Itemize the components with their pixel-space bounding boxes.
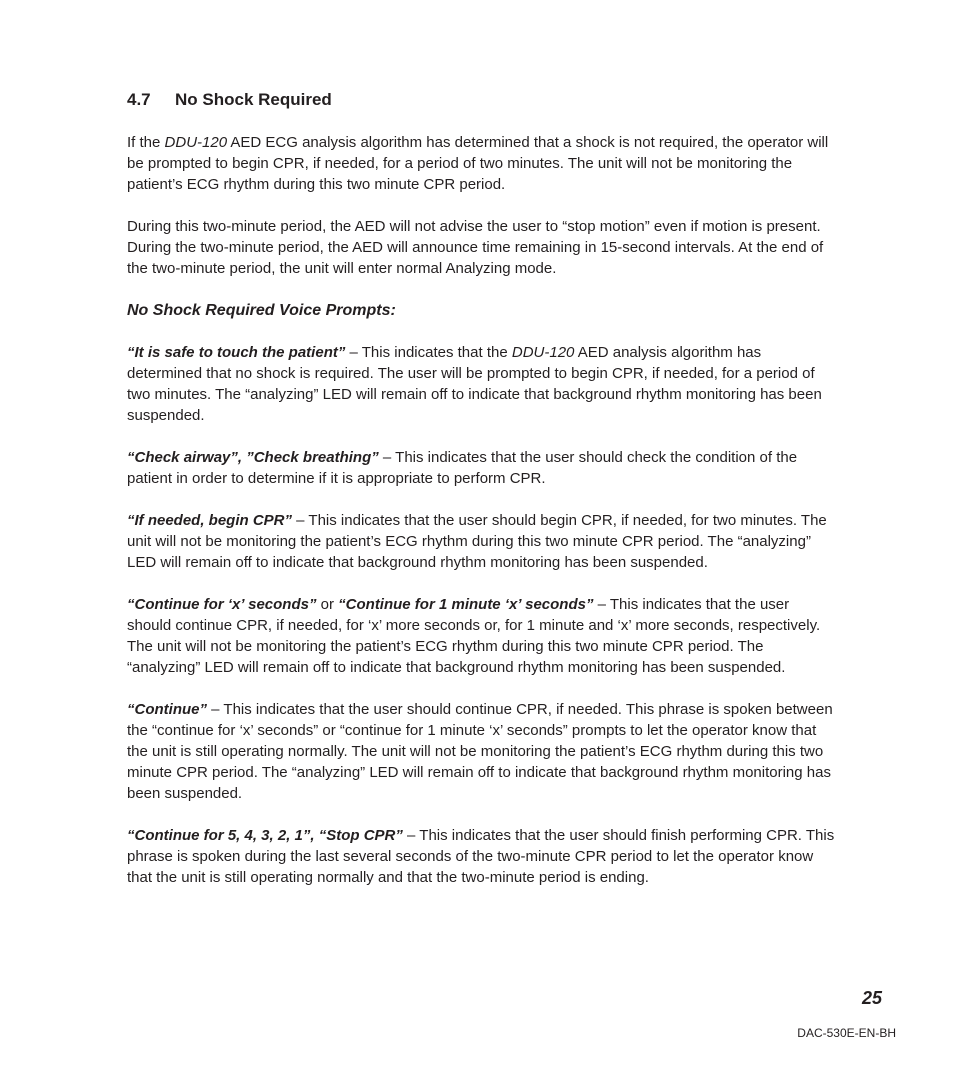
prompt-countdown-stop-cpr [127, 825, 837, 888]
text-run: – This indicates that the [345, 344, 512, 361]
intro-paragraph-1 [127, 132, 837, 195]
section-heading [127, 88, 837, 112]
text-run: AED ECG analysis algorithm has determined that a shock is not required, the operator will be prompted to begin CPR, if needed, for a period of two minutes. The unit will not be monitoring the patient’s ECG rhythm during this two minute CPR period. [127, 134, 829, 193]
prompt-safe-to-touch [127, 342, 837, 426]
section-number: 4.7 [127, 90, 151, 109]
text-run: If the [127, 134, 165, 151]
voice-prompt: “Check airway”, ”Check breathing” [127, 449, 379, 466]
text-run: or [316, 596, 339, 613]
document-body [127, 88, 837, 909]
section-title: No Shock Required [175, 90, 332, 109]
text-run: AED analysis algorithm has determined that no shock is required. The user will be prompted to begin CPR, if needed, for a period of two minutes. The “analyzing” LED will remain off to indicate that background rhythm monitoring has been suspended. [127, 344, 822, 424]
prompt-begin-cpr [127, 510, 837, 573]
text-run: – This indicates that the user should check the condition of the patient in order to determine if it is appropriate to perform CPR. [127, 449, 798, 487]
model-name: DDU-120 [511, 344, 575, 361]
text-run: – This indicates that the user should continue CPR, if needed. This phrase is spoken between the “continue for ‘x’ seconds” or “continue for 1 minute ‘x’ seconds” prompts to let the operator know that the unit is still operating normally. The unit will not be monitoring the patient’s ECG rhythm during this two minute CPR period. The “analyzing” LED will remain off to indicate that background rhythm monitoring has been suspended. [127, 701, 833, 802]
model-name: DDU-120 [164, 134, 228, 151]
voice-prompt: “Continue for 1 minute ‘x’ seconds” [338, 596, 594, 613]
document-code: DAC-530E-EN-BH [797, 1026, 896, 1040]
prompt-continue [127, 699, 837, 804]
voice-prompts-heading: No Shock Required Voice Prompts: [127, 302, 396, 319]
prompt-check-airway [127, 447, 837, 489]
text-run: – This indicates that the user should continue CPR, if needed, for ‘x’ more seconds or, for 1 minute and ‘x’ more seconds, respectively. The unit will not be monitoring the patient’s ECG rhythm during this two minute CPR period. The “analyzing” LED will remain off to indicate that background rhythm monitoring has been suspended. [127, 596, 821, 676]
text-run: – This indicates that the user should finish performing CPR. This phrase is spoken during the last several seconds of the two-minute CPR period to let the operator know that the unit is still operating normally and that the two-minute period is ending. [127, 827, 835, 886]
page-number: 25 [861, 988, 882, 1008]
voice-prompt: “Continue for 5, 4, 3, 2, 1”, “Stop CPR” [127, 827, 403, 844]
voice-prompt: “Continue” [127, 701, 207, 718]
prompt-continue-for-x [127, 594, 837, 678]
intro-paragraph-2: During this two-minute period, the AED will not advise the user to “stop motion” even if motion is present. During the two-minute period, the AED will announce time remaining in 15-second intervals. At the end of the two-minute period, the unit will enter normal Analyzing mode. [127, 218, 824, 277]
voice-prompt: “If needed, begin CPR” [127, 512, 293, 529]
text-run: – This indicates that the user should begin CPR, if needed, for two minutes. The unit will not be monitoring the patient’s ECG rhythm during this two minute CPR period. The “analyzing” LED will remain off to indicate that background rhythm monitoring has been suspended. [127, 512, 827, 571]
voice-prompt: “It is safe to touch the patient” [127, 344, 346, 361]
voice-prompt: “Continue for ‘x’ seconds” [127, 596, 317, 613]
